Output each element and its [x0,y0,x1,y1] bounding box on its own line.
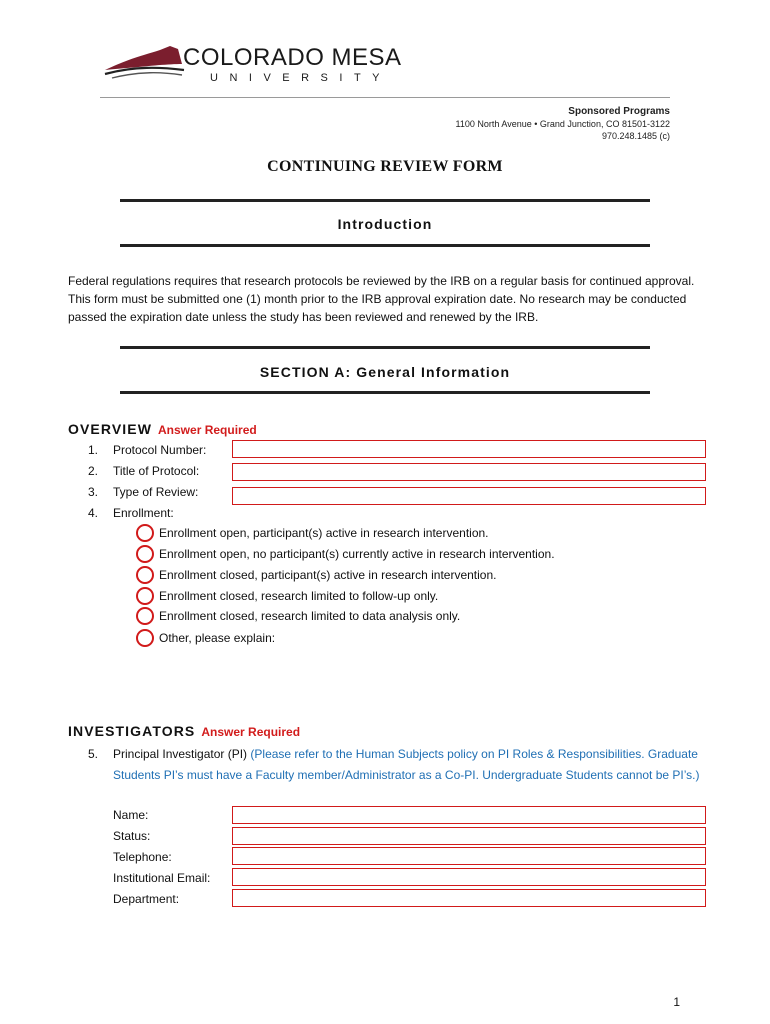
section-a-heading: SECTION A: General Information [259,364,511,380]
item-label: Protocol Number: [113,443,207,457]
office-name: Sponsored Programs [568,106,670,117]
option-label: Enrollment open, no participant(s) currently active in research intervention. [159,547,555,561]
section-rule [120,346,650,349]
pi-department-label: Department: [113,892,180,906]
pi-label: Principal Investigator (PI) [113,747,248,761]
radio-button[interactable] [136,629,154,647]
radio-button[interactable] [136,566,154,584]
radio-button[interactable] [136,524,154,542]
protocol-title-label [88,464,199,478]
option-label: Enrollment closed, research limited to follow-up only. [159,589,439,603]
pi-name-field[interactable] [232,806,706,824]
option-label: Enrollment open, participant(s) active in research intervention. [159,526,489,540]
pi-email-label: Institutional Email: [113,871,211,885]
pi-status-label: Status: [113,829,151,843]
radio-button[interactable] [136,607,154,625]
option-label: Enrollment closed, research limited to data analysis only. [159,609,461,623]
protocol-title-field[interactable] [232,463,706,481]
office-phone: 970.248.1485 (c) [601,131,670,141]
pi-policy-note: (Please refer to the Human Subjects policy on PI Roles & Responsibilities. Graduate Students PI’s must have a Faculty member/Administrator as a Co-PI. Undergraduate Students cannot be PI’s.) [113,747,700,782]
section-rule [120,391,650,394]
overview-title: OVERVIEW [68,421,153,437]
radio-button[interactable] [136,545,154,563]
option-label: Other, please explain: [159,631,276,645]
investigators-heading [68,723,300,739]
item-label: Title of Protocol: [113,464,200,478]
investigators-title: INVESTIGATORS [68,723,196,739]
logo-subtext: UNIVERSITY [210,72,392,84]
review-type-field[interactable] [232,487,706,505]
office-address: 1100 North Avenue • Grand Junction, CO 81501-3122 [455,119,670,129]
intro-paragraph: Federal regulations requires that research protocols be reviewed by the IRB on a regular basis for continued approval. This form must be submitted one (1) month prior to the IRB approval expiration date. No research may be conducted passed the expiration date unless the study has been reviewed and renewed by the IRB. [68,274,695,324]
pi-email-field[interactable] [232,868,706,886]
form-title: CONTINUING REVIEW FORM [267,158,503,175]
logo-wordmark: COLORADO MESA [183,44,402,71]
section-rule [120,199,650,202]
pi-department-field[interactable] [232,889,706,907]
enrollment-label [88,506,174,520]
review-type-label [88,485,198,499]
page-number: 1 [673,995,680,1009]
protocol-number-field[interactable] [232,440,706,458]
overview-heading [68,421,257,437]
item-number: 5. [88,747,99,761]
answer-required-label: Answer Required [201,725,301,739]
radio-button[interactable] [136,587,154,605]
protocol-number-label [88,443,206,457]
logo-swoosh-2 [112,73,182,78]
option-label: Enrollment closed, participant(s) active in research intervention. [159,568,497,582]
item-number: 1. [88,443,99,457]
item-label: Type of Review: [113,485,199,499]
logo-mesa-shape [105,46,182,70]
pi-telephone-field[interactable] [232,847,706,865]
pi-item [88,744,708,786]
pi-name-label: Name: [113,808,149,822]
item-label: Enrollment: [113,506,174,520]
item-number: 4. [88,506,99,520]
header-divider [100,97,670,98]
intro-heading: Introduction [337,216,433,232]
item-number: 3. [88,485,99,499]
answer-required-label: Answer Required [158,423,257,437]
pi-status-field[interactable] [232,827,706,845]
section-rule [120,244,650,247]
pi-telephone-label: Telephone: [113,850,172,864]
item-number: 2. [88,464,99,478]
